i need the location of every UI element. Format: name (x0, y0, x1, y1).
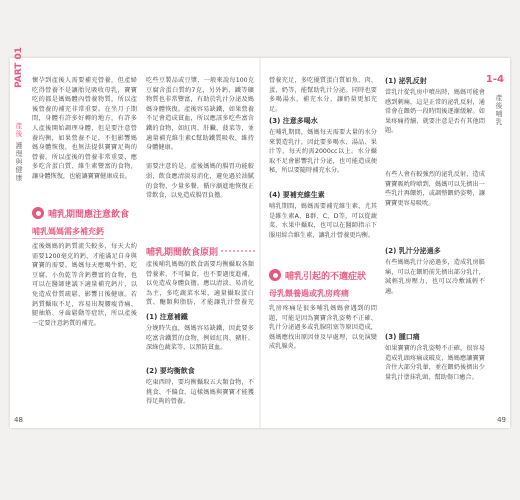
chapter-number: 1-4 (485, 74, 504, 85)
dotted-rule (221, 250, 256, 252)
left-col2-principles-text: 產後哺乳媽媽的飲食需要均衡攝取各類營養素，不可偏食，也不要過度進補，以免造成身體負擔。應以清淡、易消化為主，多吃蔬菜水果，適量攝取蛋白質、醣類與脂肪，才能讓乳汁營養充 (146, 261, 254, 307)
left-col2-iron-text: 分娩時失血，媽媽容易缺鐵，因此要多吃富含鐵質的食物，例如紅肉、豬肝、深綠色蔬菜等，以預防貧血。 (146, 325, 254, 352)
item-heading-water: (3) 注意多喝水 (269, 117, 318, 125)
section-heading-feeding-diet: 哺乳期間應注意飲食 (32, 206, 140, 220)
right-colB-oversupply-text: 有些媽媽乳汁分泌過多，造成乳房脹痛，可以在餵奶前先擠出部分乳汁，減輕乳房壓力，也可以冷敷減輕不適。 (385, 259, 485, 295)
item-heading-balanced-diet: (2) 要均衡飲食 (146, 367, 195, 375)
left-col1-text: 懷孕到產後人需要補充營養，但產婦吃得營養不是讓胎兒吸收母乳，寶寶吃的都是媽媽體內營養物質，所以產後營養的補充非常重要。在坐月子期間，身體有許多好轉的地方，有許多人產後開始調理身體，但是要注意營養均衡，如果營養不足，不但影響媽媽身體恢復，也無法提供寶寶足夠的營養。所以產後的營養非常重要，應多吃含蛋白質、維生素豐富的食物，讓身體恢復，也能讓寶寶健康成長。 (32, 77, 137, 180)
sub-heading-calcium: 哺乳媽媽需多補充鈣 (32, 226, 104, 239)
side-label-topic: 產後 (15, 122, 23, 138)
right-colB-letdown-text: 當乳汁從乳房中噴出時，媽媽可能會感到刺痛，這是正常的泌乳反射，通常會在餵奶一段時間後逐漸緩解。如果疼痛持續，就要注意是否有其他問題。 (385, 89, 485, 135)
right-colA-vitamins-text: 哺乳期間，媽媽需要補充維生素，尤其是維生素A、B群、C、D等，可以從蔬菜、水果中攝取，也可以在醫師指示下服用綜合維生素，讓乳汁營養更均衡。 (269, 203, 377, 239)
item-heading-oversupply: (2) 乳汁分泌過多 (385, 247, 441, 255)
item-heading-vitamins: (4) 要補充維生素 (269, 191, 325, 199)
right-colA-water-text: 在哺乳期間，媽媽每天需要大量的水分來製造乳汁，因此要多喝水、湯品、果汁等，每天約需2000cc以上。水分攝取不足會影響乳汁分泌，也可能造成便秘，所以要隨時補充水分。 (269, 129, 377, 175)
item-heading-nipple-pain: (3) 腫口痛 (385, 333, 420, 341)
right-colA-pain-text: 乳房疼痛是很多哺乳媽媽會遇到的問題，可能是因為寶寶含乳姿勢不正確、乳汁分泌過多或乳腺阻塞等原因造成，媽媽應找出原因並及早處理，以免演變成乳腺炎。 (269, 305, 377, 351)
page-number-right: 49 (497, 416, 506, 424)
side-label-chapter: 產後哺乳 (495, 94, 503, 126)
section-heading-diet-principles: 哺乳期間飲食原則 (146, 244, 256, 258)
item-heading-letdown: (1) 泌乳反射 (385, 77, 427, 85)
sub-heading-breast-pain: 母乳餵養過或乳房疼痛 (269, 288, 349, 301)
book-spread (10, 46, 510, 428)
side-label-sub: 護理與健康 (15, 142, 23, 182)
bullet-icon (32, 207, 44, 219)
right-colA-intro-text: 營養充足，多吃優質蛋白質如魚、肉、蛋、奶等，能幫助乳汁分泌。同時也要多喝湯水，補充水分，讓奶量更加充足。 (269, 77, 377, 112)
right-page (261, 58, 510, 428)
left-col1-calcium-text: 產後媽媽的鈣質流失較多，每天大約需要1200毫克的鈣，才能滿足自身與寶寶的需要。媽媽每天應喝牛奶、吃豆腐、小魚乾等含鈣豐富的食物，也可以在醫師建議下適量補充鈣片，以免造成骨質疏鬆，影響日後健康。若鈣質攝取不足，容易出現腰痠背痛、腿抽筋、牙齒鬆動等症狀，所以產後一定要注意鈣質的補充。 (32, 243, 137, 327)
left-col2-balanced-text: 吃東西時，要均衡攝取五大類食物，不挑食、不偏食，這樣媽媽與寶寶才能獲得足夠的營養。 (146, 379, 254, 406)
page-number-left: 48 (14, 416, 23, 424)
bullet-icon (269, 269, 281, 281)
item-heading-iron: (1) 注意補鐵 (146, 313, 188, 321)
left-page (10, 46, 259, 428)
right-colB-letdown-more-text: 有些人會有較強烈的泌乳反射，造成寶寶吸吮時嗆到，媽媽可以先擠出一些乳汁再餵奶，或調整餵奶姿勢，讓寶寶更容易吸吮。 (385, 171, 485, 207)
right-colB-nipple-text: 如果寶寶的含乳姿勢不正確，很容易造成乳頭疼痛或破皮，媽媽應讓寶寶含住大部分乳暈，並在餵奶後擠出少量乳汁塗抹乳頭，幫助傷口癒合。 (385, 345, 485, 381)
part-label: PART 01 (14, 46, 24, 88)
section-heading-discomfort: 哺乳引起的不適症狀 (269, 268, 381, 282)
left-col2-text: 吃些豆製品或豆漿，一般來說每100克豆腐含蛋白質約7克，另外鈣、鐵等礦物質也非常豐富，有助於乳汁分泌及媽媽身體恢復。產後容易缺鐵，如果營養不足會造成貧血，所以應該多吃些富含鐵的食物，如紅肉、肝臟、菠菜等，並適量補充維生素C幫助鐵質吸收，維持身體健康。 需要注意的是，產後媽媽的腸胃功能較弱，飲食應清淡易消化，避免過於油膩的食物，少量多餐，循序漸進地恢復正常飲食，以免造成腸胃負擔。 (146, 77, 254, 200)
